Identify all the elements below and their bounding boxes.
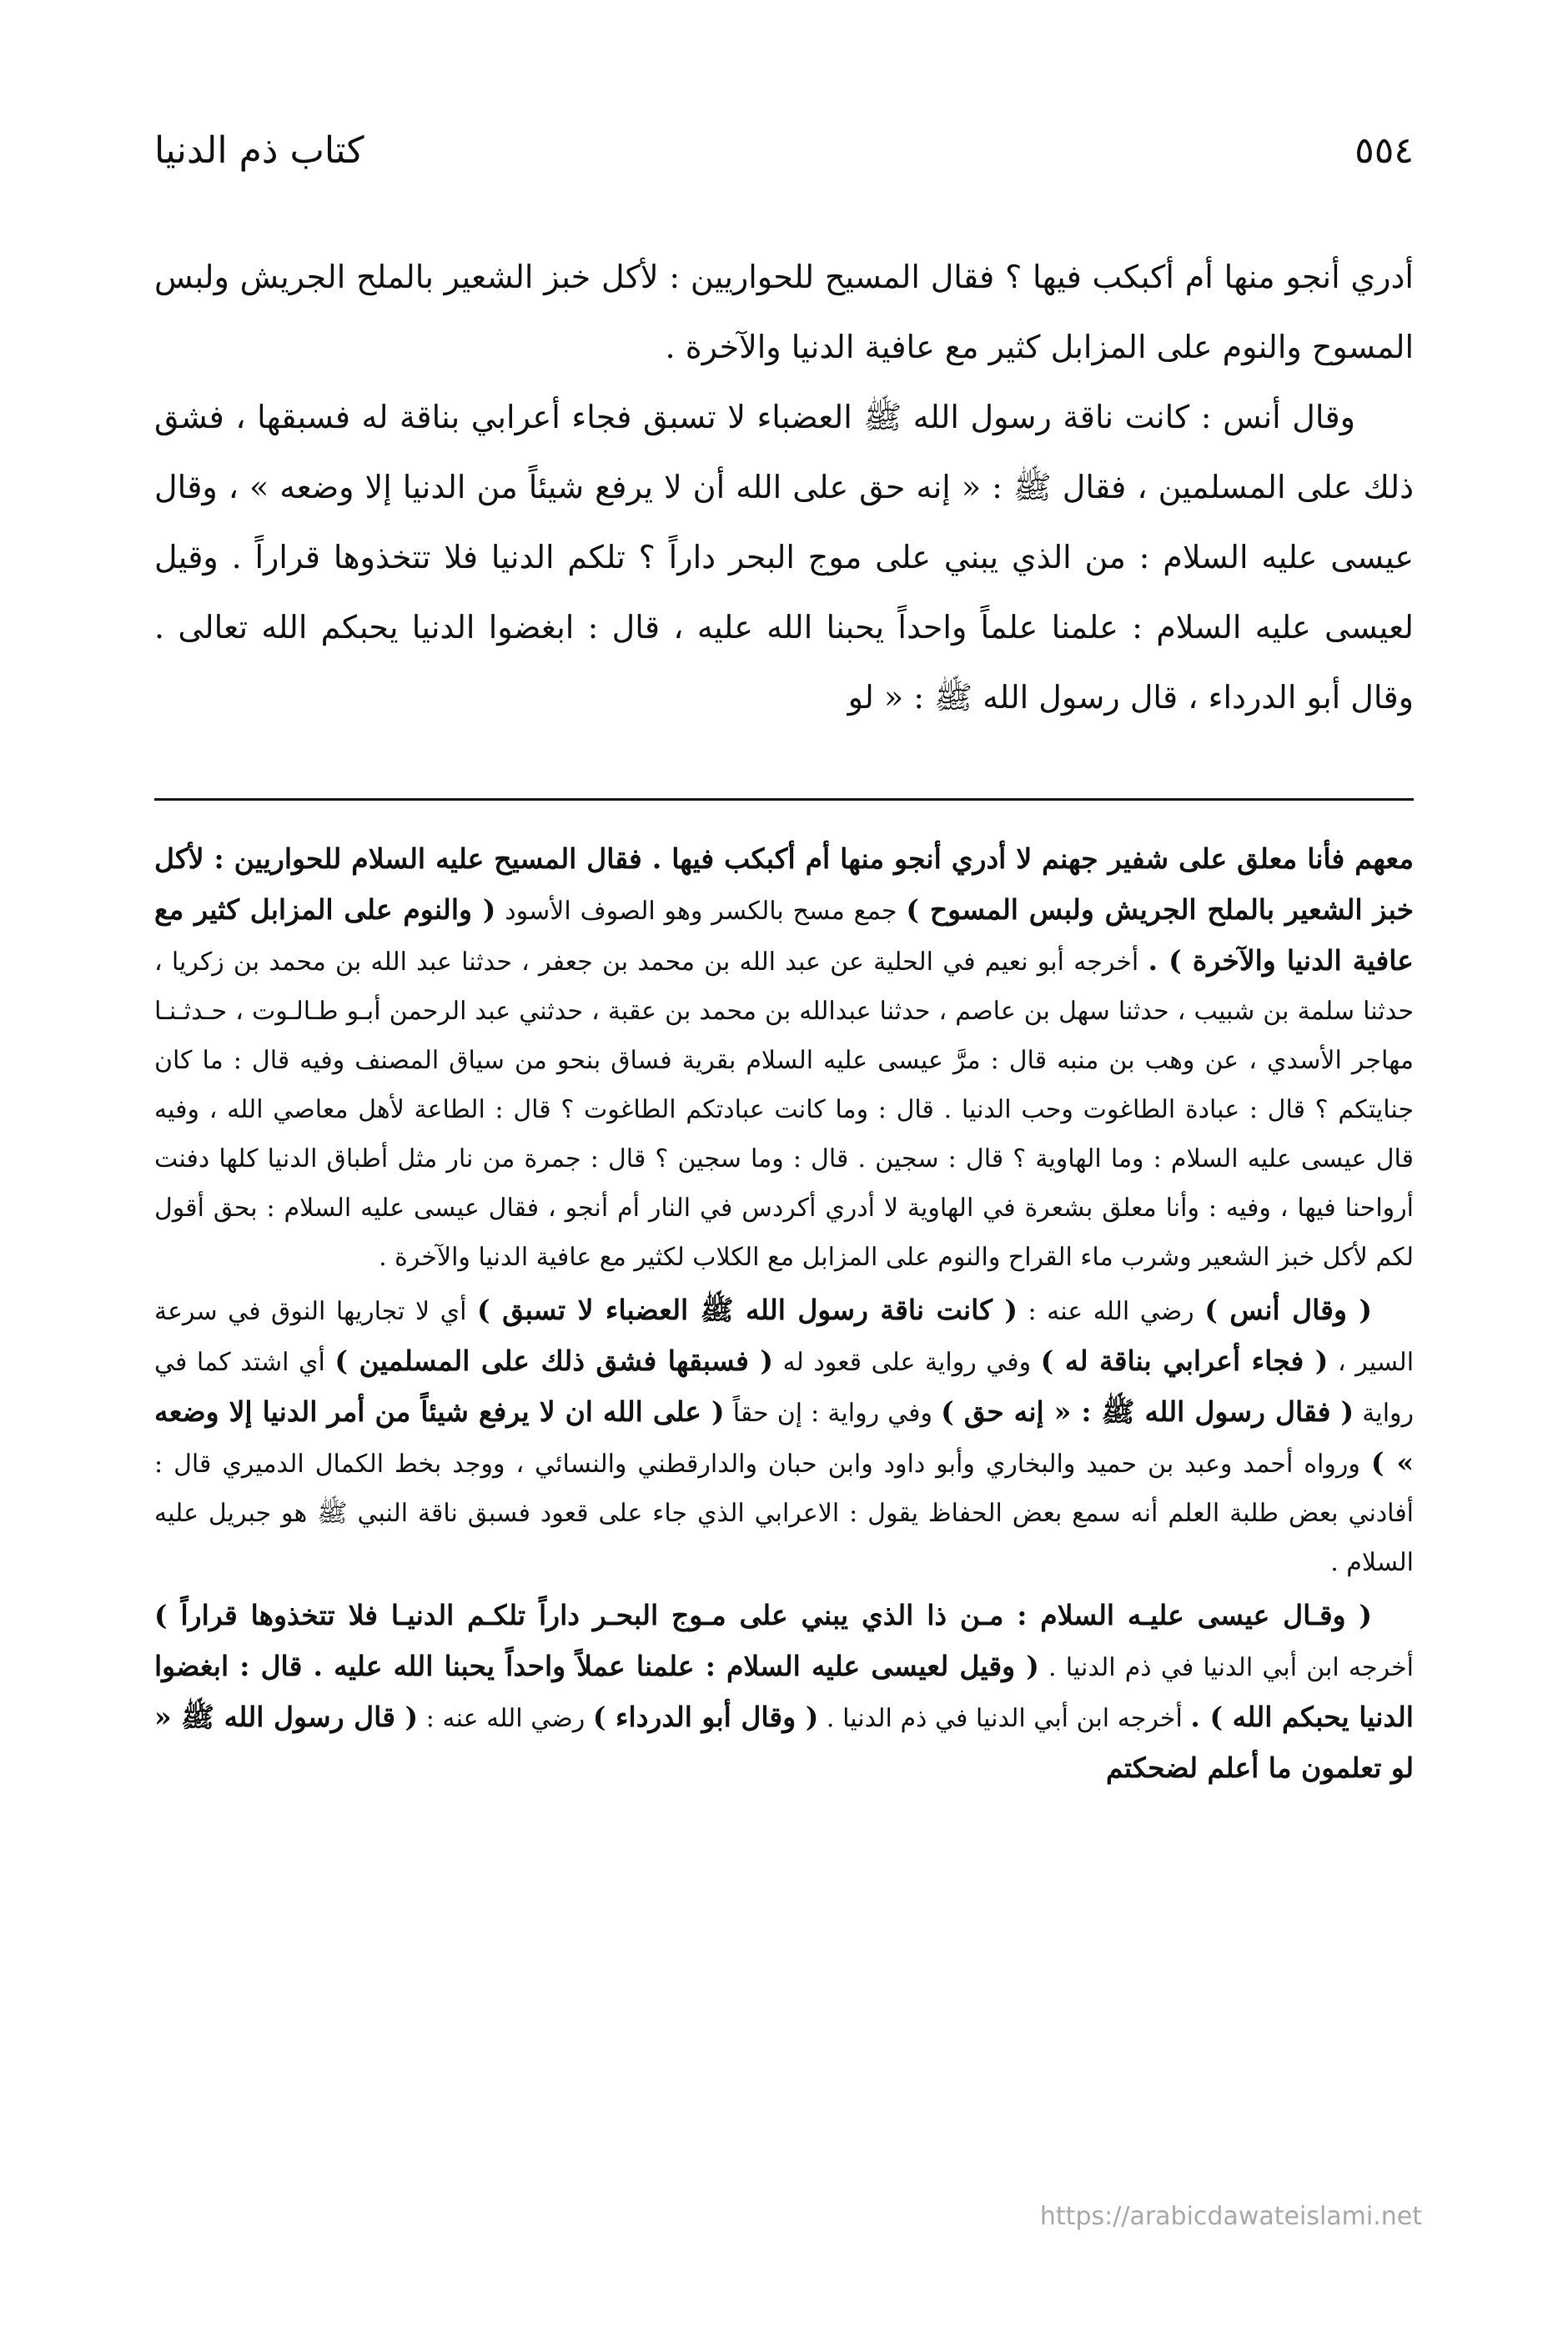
quoted-text: ( وقال أبو الدرداء ) [592, 1701, 819, 1733]
main-paragraph: وقال أنس : كانت ناقة رسول الله ﷺ العضباء لا تسبق فجاء أعرابي بناقة له فسبقها ، فشق ذلك على المسلمين ، فقال ﷺ : « إنه حق على الله أن لا يرفع شيئاً من الدنيا إلا وضعه » ، وقال عيسى عليه السلام : من الذي يبني على موج البحر داراً ؟ تلكم الدنيا فلا تتخذوها قراراً . وقيل لعيسى عليه السلام : علمنا علماً واحداً يحبنا الله عليه ، قال : ابغضوا الدنيا يحبكم الله تعالى . وقال أبو الدرداء ، قال رسول الله ﷺ : « لو [154, 399, 1414, 716]
commentary-text: جمع مسح بالكسر وهو الصوف الأسود [505, 897, 897, 926]
commentary-text: رضي الله عنه : [425, 1704, 585, 1733]
page-header [154, 117, 1414, 183]
quoted-text: ( وقال أنس ) [1204, 1294, 1372, 1326]
commentary [154, 834, 1414, 1797]
commentary-text: أخرجه ابن أبي الدنيا في ذم الدنيا . [826, 1704, 1183, 1733]
main-paragraph: أدري أنجو منها أم أكبكب فيها ؟ فقال المسيح للحواريين : لأكل خبز الشعير بالملح الجريش ولبس المسوح والنوم على المزابل كثير مع عافية الدنيا والآخرة . [154, 259, 1414, 365]
commentary-text: رضي الله عنه : [1028, 1297, 1194, 1326]
source-url: https://arabicdawateislami.net [1039, 2202, 1422, 2231]
running-title: كتاب ذم الدنيا [154, 128, 364, 172]
quoted-text: ( وقـال عيسى عليـه السلام : مـن ذا الذي يبني على مـوج البحـر داراً تلكـم الدنيـا فلا تتخذوها قراراً ) [154, 1599, 1372, 1631]
page-number: ٥٥٤ [1354, 128, 1414, 172]
quoted-text: ( وقيل لعيسى عليه السلام : علمنا عملاً واحداً يحبنا الله عليه . قال : ابغضوا الدنيا يحبكم الله ) . [154, 1650, 1414, 1733]
commentary-text: أخرجه ابن أبي الدنيا في ذم الدنيا . [1048, 1653, 1414, 1682]
commentary-paragraph [154, 834, 1414, 1282]
quoted-text: ( فجاء أعرابي بناقة له ) [1040, 1344, 1329, 1377]
commentary-paragraph [154, 1591, 1414, 1794]
quoted-text: ( قال رسول الله ﷺ « لو تعلمون ما أعلم لضحكتم [154, 1701, 1414, 1784]
commentary-text: وفي رواية على قعود له [782, 1348, 1032, 1377]
section-divider [154, 798, 1414, 801]
commentary-paragraph [154, 1285, 1414, 1587]
commentary-text: وفي رواية : إن حقاً [732, 1399, 932, 1428]
commentary-text: ورواه أحمد وعبد بن حميد والبخاري وأبو داود وابن حبان والدارقطني والنسائي ، ووجد بخط الكمال الدميري قال : أفادني بعض طلبة العلم أنه سمع بعض الحفاظ يقول : الاعرابي الذي جاء على قعود فسبق ناقة النبي ﷺ هو جبريل عليه السلام . [154, 1450, 1414, 1577]
commentary-text: أخرجه أبو نعيم في الحلية عن عبد الله بن محمد بن جعفر ، حدثنا عبد الله بن محمد بن زكريا ، حدثنا سلمة بن شبيب ، حدثنا سهل بن عاصم ، حدثنا عبدالله بن محمد بن عقبة ، حدثني عبد الرحمن أبـو طـالـوت ، حـدثـنـا مهاجر الأسدي ، عن وهب بن منبه قال : مرَّ عيسى عليه السلام بقرية فساق بنحو من سياق المصنف وفيه قال : ما كان جنايتكم ؟ قال : عبادة الطاغوت وحب الدنيا . قال : وما كانت عبادتكم الطاغوت ؟ قال : الطاعة لأهل معاصي الله ، وفيه قال عيسى عليه السلام : وما الهاوية ؟ قال : سجين . قال : وما سجين ؟ قال : جمرة من نار مثل أطباق الدنيا كلها دفنت أرواحنا فيها ، وفيه : وأنا معلق بشعرة في الهاوية لا أدري أكردس في النار أم أنجو ، فقال عيسى عليه السلام : بحق أقول لكم لأكل خبز الشعير وشرب ماء القراح والنوم على المزابل مع الكلاب لكثير مع عافية الدنيا والآخرة . [154, 947, 1414, 1272]
quoted-text: ( فسبقها فشق ذلك على المسلمين ) [334, 1344, 774, 1377]
quoted-text: ( كانت ناقة رسول الله ﷺ العضباء لا تسبق ) [477, 1294, 1018, 1326]
commentary-text: أي لا تجاريها النوق في سرعة السير ، [154, 1297, 1415, 1377]
quoted-text: ( والنوم على المزابل كثير مع عافية الدنيا والآخرة ) . [154, 893, 1414, 977]
commentary-text: أي اشتد كما في رواية [154, 1348, 1415, 1428]
quoted-text: ( على الله ان لا يرفع شيئاً من أمر الدنيا إلا وضعه » ) [154, 1395, 1414, 1479]
main-text [154, 242, 1414, 732]
quoted-text: معهم فأنا معلق على شفير جهنم لا أدري أنجو منها أم أكبكب فيها . فقال المسيح عليه السلام للحواريين : لأكل خبز الشعير بالملح الجريش ولبس المسوح ) [154, 842, 1414, 926]
quoted-text: ( فقال رسول الله ﷺ : « إنه حق ) [941, 1395, 1354, 1428]
